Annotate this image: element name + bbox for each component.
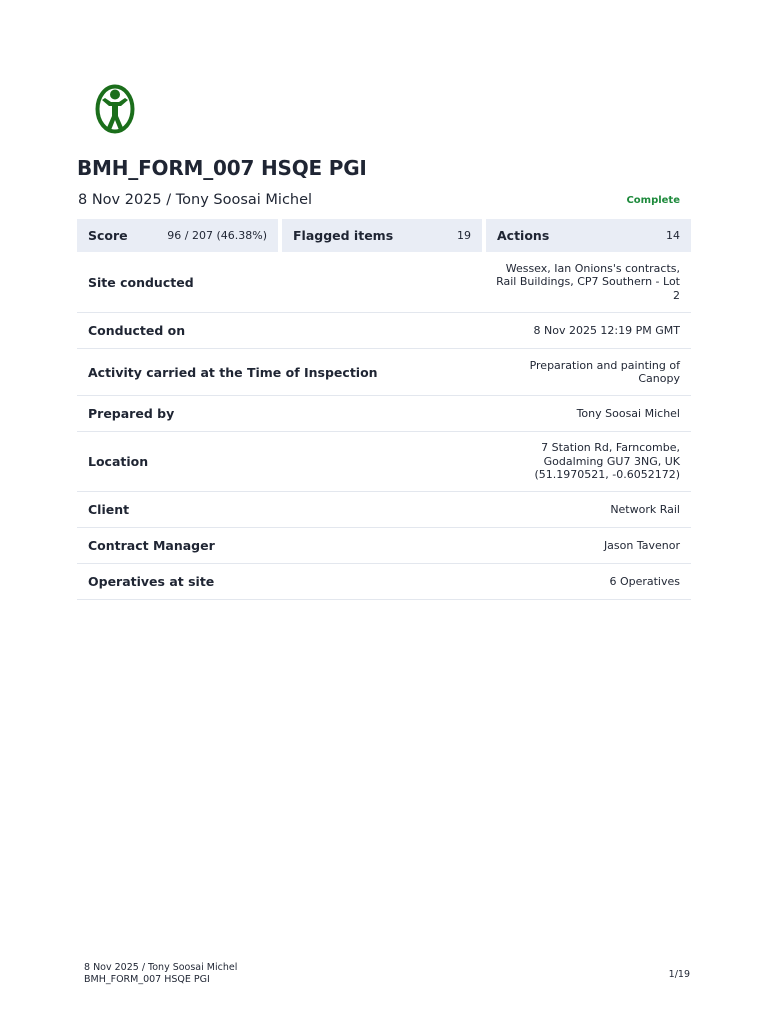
flagged-items-value: 19 <box>457 229 471 242</box>
detail-value: Jason Tavenor <box>603 538 680 552</box>
detail-label: Location <box>88 454 149 469</box>
footer-date-author: 8 Nov 2025 / Tony Soosai Michel <box>84 962 238 973</box>
detail-value: Preparation and painting of Canopy <box>529 358 680 385</box>
detail-row-activity <box>77 349 691 396</box>
score-value: 96 / 207 (46.38%) <box>167 229 267 242</box>
summary-bar <box>77 219 691 252</box>
detail-label: Site conducted <box>88 274 194 290</box>
detail-row-location <box>77 432 691 492</box>
detail-label: Activity carried at the Time of Inspection <box>88 364 378 380</box>
person-in-circle-logo-icon <box>77 80 137 138</box>
page-number: 1/19 <box>668 969 690 980</box>
detail-label: Contract Manager <box>88 538 215 553</box>
detail-label: Operatives at site <box>88 574 215 589</box>
footer-info <box>84 962 237 986</box>
flagged-items-cell <box>282 219 482 252</box>
footer-form-name: BMH_FORM_007 HSQE PGI <box>84 974 210 985</box>
score-cell <box>77 219 278 252</box>
detail-value: 6 Operatives <box>609 574 680 588</box>
score-label: Score <box>88 228 128 243</box>
actions-value: 14 <box>666 229 680 242</box>
detail-label: Prepared by <box>88 406 175 421</box>
status-badge: Complete <box>626 195 680 206</box>
page-subtitle: 8 Nov 2025 / Tony Soosai Michel <box>78 192 313 208</box>
actions-label: Actions <box>497 228 550 243</box>
actions-cell <box>486 219 691 252</box>
detail-label: Client <box>88 502 130 517</box>
detail-value: 8 Nov 2025 12:19 PM GMT <box>533 323 680 337</box>
detail-row-prepared-by <box>77 396 691 432</box>
detail-value: Tony Soosai Michel <box>576 406 680 420</box>
detail-row-operatives <box>77 564 691 600</box>
page-title: BMH_FORM_007 HSQE PGI <box>77 156 367 180</box>
detail-value: Network Rail <box>610 502 680 516</box>
details-table <box>77 252 691 600</box>
flagged-items-label: Flagged items <box>293 228 394 243</box>
detail-row-conducted-on <box>77 313 691 349</box>
detail-row-site-conducted <box>77 252 691 313</box>
detail-value: Wessex, Ian Onions's contracts, Rail Buildings, CP7 Southern - Lot 2 <box>496 261 680 302</box>
detail-label: Conducted on <box>88 323 186 338</box>
detail-row-client <box>77 492 691 528</box>
detail-row-contract-manager <box>77 528 691 564</box>
company-logo <box>77 80 137 138</box>
detail-value: 7 Station Rd, Farncombe, Godalming GU7 3NG, UK (51.1970521, -0.6052172) <box>534 441 680 482</box>
